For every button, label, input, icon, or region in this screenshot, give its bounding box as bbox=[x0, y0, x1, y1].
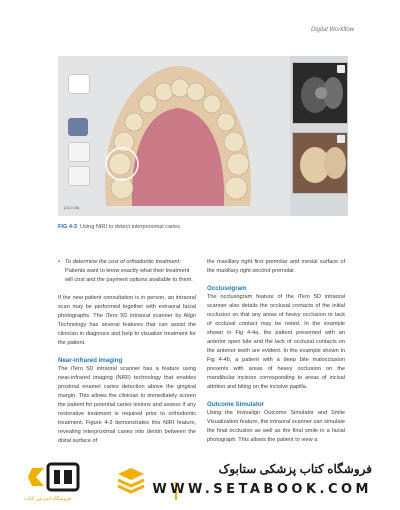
section-heading: Near-infrared imaging bbox=[58, 357, 123, 364]
paragraph: Using the Invisalign Outcome Simulator and Smile Visualization feature, the intraoral scanner can simulate the final occlusion as well as the final smile in a facial photograph. This allows the patient to view a bbox=[207, 410, 345, 443]
bullet-marker: • bbox=[58, 259, 60, 265]
store-footer bbox=[0, 458, 400, 510]
scan-toolbar bbox=[62, 74, 92, 184]
running-header: Digital Workflow bbox=[310, 27, 354, 33]
paragraph: The occlusogram feature of the iTero 5D intraoral scanner also details the occlusal contacts of the initial occlusion so that any areas of heavy occlusion or lack of occlusal contact may be noted. In the example shown in Fig 4-4a, the patient presented with an anterior open bite and the lack of occlusal contacts on the anterior teeth are evident. In the example shown in Fig 4-4b, a patient with a deep bite malocclusion presents with areas of heavy occlusion on the mandibular incisors corresponding to areas of incisal attrition and biting on the incisive papilla. bbox=[207, 294, 345, 390]
zoom-icon[interactable] bbox=[337, 65, 345, 73]
niri-panels bbox=[292, 56, 348, 216]
right-column bbox=[207, 258, 345, 445]
paragraph: The iTero 5D intraoral scanner has a feature using near-infrared imaging (NIRI) technology that enables proximal enamel caries detection above the gingival margin. This allows the clinician to immediately screen the patient for potential caries lesions and assess if any restorative treatment is required prior to orthodontic treatment. Figure 4-3 demonstrates this NIRI feature, revealing interproximal caries into dentin between the distal surface of bbox=[58, 366, 196, 444]
bullet-title: To determine the cost of orthodontic treatment: bbox=[65, 259, 181, 265]
shop-title: فروشگاه کتاب پزشکی ستابوک bbox=[218, 462, 372, 476]
zoom-icon[interactable] bbox=[337, 135, 345, 143]
bullet-text: Patients want to know exactly what their treatment will cost and the payment options available to them. bbox=[65, 268, 193, 283]
left-column bbox=[58, 258, 196, 446]
figure-caption bbox=[58, 224, 182, 230]
scan-tag: [11.0.16] bbox=[64, 205, 80, 210]
bullet-item bbox=[58, 258, 196, 285]
caption-text: Using NIRI to detect interproximal caries. bbox=[79, 224, 182, 230]
tooth-icon[interactable] bbox=[68, 118, 88, 136]
paragraph: the maxillary right first premolar and mesial surface of the maxillary right second premolar. bbox=[207, 259, 345, 274]
section-heading: Outcome Simulator bbox=[207, 401, 265, 408]
hand-icon[interactable] bbox=[68, 142, 90, 162]
maxillary-arch-scan bbox=[58, 56, 290, 216]
niri-image-panel bbox=[292, 62, 348, 124]
intraoral-scan-figure bbox=[58, 56, 348, 216]
caption-label: FIG 4-3 bbox=[58, 224, 77, 230]
scan-viewport bbox=[58, 56, 290, 216]
color-image-panel bbox=[292, 132, 348, 194]
setabook-logo bbox=[28, 460, 80, 494]
logo-subtitle: فروشگاه اینترنتی کتاب bbox=[24, 496, 72, 502]
book-stack-icon bbox=[116, 464, 146, 494]
arch-icon[interactable] bbox=[68, 74, 90, 94]
layers-icon[interactable] bbox=[68, 166, 90, 186]
shop-url[interactable]: WWW.SETABOOK.COM bbox=[152, 482, 372, 497]
section-heading: Occlusogram bbox=[207, 285, 247, 292]
paragraph: If the new patient consultation is in person, an intraoral scan may be performed together with extraoral facial photographs. The iTero 5D intraoral scanner by Align Technology has several features that can assist the clinician in diagnosis and help to visualize treatment for the patient. bbox=[58, 295, 196, 346]
